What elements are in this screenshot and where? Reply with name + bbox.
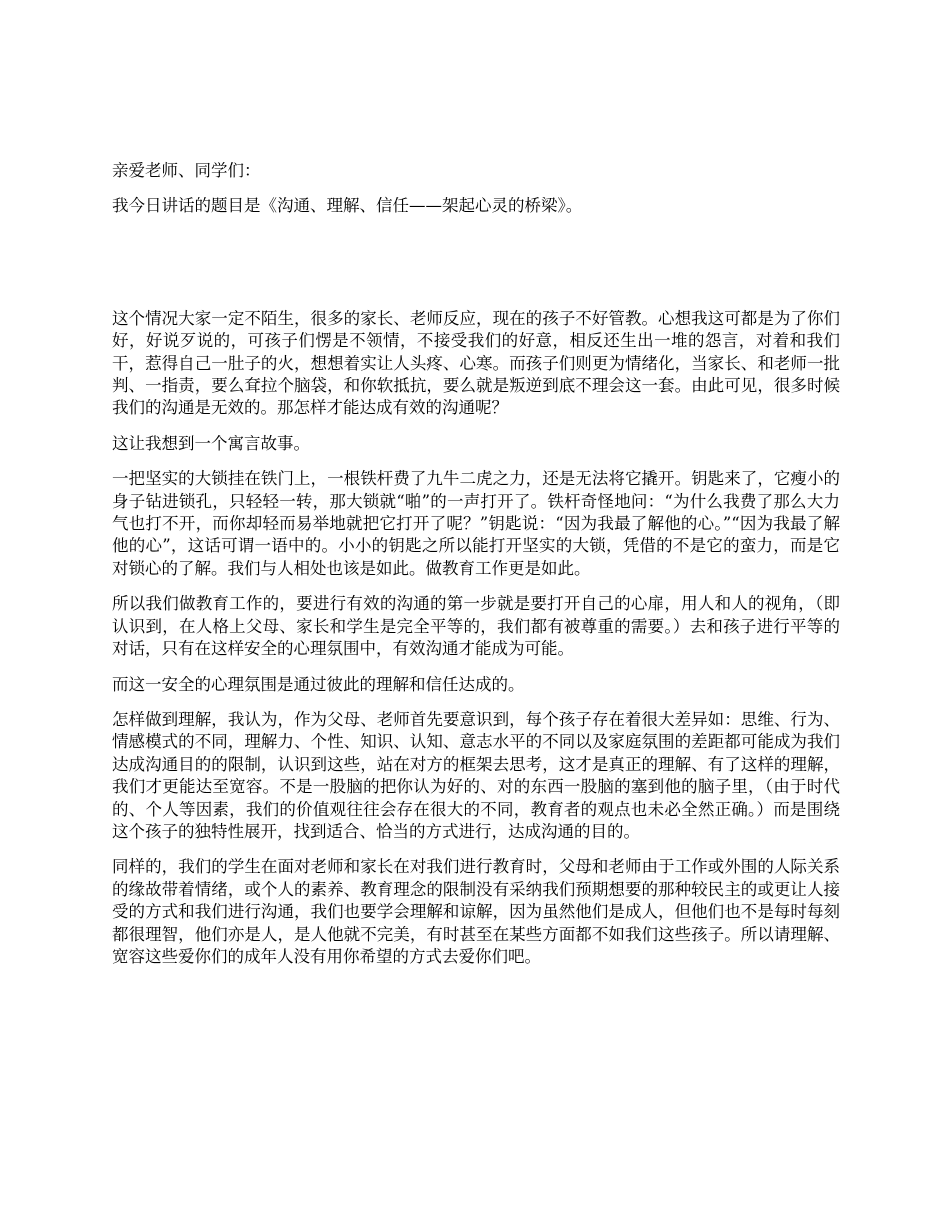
paragraph: 这个情况大家一定不陌生，很多的家长、老师反应，现在的孩子不好管教。心想我这可都是为了你们好，好说歹说的，可孩子们愣是不领情，不接受我们的好意，相反还生出一堆的怨言，对着和我们干，惹得自己一肚子的火，想想着实让人头疼、心寒。而孩子们则更为情绪化，当家长、和老师一批判、一指责，要么耷拉个脑袋，和你软抵抗，要么就是叛逆到底不理会这一套。由此可见，很多时候我们的沟通是无效的。那怎样才能达成有效的沟通呢？ xyxy=(112,308,840,418)
salutation: 亲爱老师、同学们： xyxy=(112,161,261,180)
paragraph: 一把坚实的大锁挂在铁门上，一根铁杆费了九牛二虎之力，还是无法将它撬开。钥匙来了，它瘦小的身子钻进锁孔，只轻轻一转，那大锁就“啪”的一声打开了。铁杆奇怪地问：“为什么我费了那么大力气也打不开，而你却轻而易举地就把它打开了呢？”钥匙说：“因为我最了解他的心。”“因为我最了解他的心”，这话可谓一语中的。小小的钥匙之所以能打开坚实的大锁，凭借的不是它的蛮力，而是它对锁心的了解。我们与人相处也该是如此。做教育工作更是如此。 xyxy=(112,469,840,578)
speech-topic: 我今日讲话的题目是《沟通、理解、信任——架起心灵的桥梁》。 xyxy=(112,196,583,216)
paragraph: 同样的，我们的学生在面对老师和家长在对我们进行教育时，父母和老师由于工作或外围的人际关系的缘故带着情绪，或个人的素养、教育理念的限制没有采纳我们预期想要的那种较民主的或更让人接受的方式和我们进行沟通，我们也要学会理解和谅解，因为虽然他们是成人，但他们也不是每时每刻都很理智，他们亦是人，是人他就不完美，有时甚至在某些方面都不如我们这些孩子。所以请理解、宽容这些爱你们的成年人没有用你希望的方式去爱你们吧。 xyxy=(112,857,840,966)
document-body xyxy=(112,160,840,981)
paragraph: 怎样做到理解，我认为，作为父母、老师首先要意识到，每个孩子存在着很大差异如：思维、行为、情感模式的不同，理解力、个性、知识、认知、意志水平的不同以及家庭氛围的差距都可能成为我们达成沟通目的的限制，认识到这些，站在对方的框架去思考，这才是真正的理解、有了这样的理解，我们才更能达至宽容。不是一股脑的把你认为好的、对的东西一股脑的塞到他的脑子里，（由于时代的、个人等因素，我们的价值观往往会存在很大的不同，教育者的观点也未必全然正确。）而是围绕这个孩子的独特性展开，找到适合、恰当的方式进行，达成沟通的目的。 xyxy=(112,709,840,841)
paragraph: 这让我想到一个寓言故事。 xyxy=(112,433,310,453)
paragraph: 所以我们做教育工作的，要进行有效的沟通的第一步就是要打开自己的心扉，用人和人的视角，（即认识到，在人格上父母、家长和学生是完全平等的，我们都有被尊重的需要。）去和孩子进行平等的对话，只有在这样安全的心理氛围中，有效沟通才能成为可能。 xyxy=(112,594,840,659)
paragraph: 而这一安全的心理氛围是通过彼此的理解和信任达成的。 xyxy=(112,674,525,694)
